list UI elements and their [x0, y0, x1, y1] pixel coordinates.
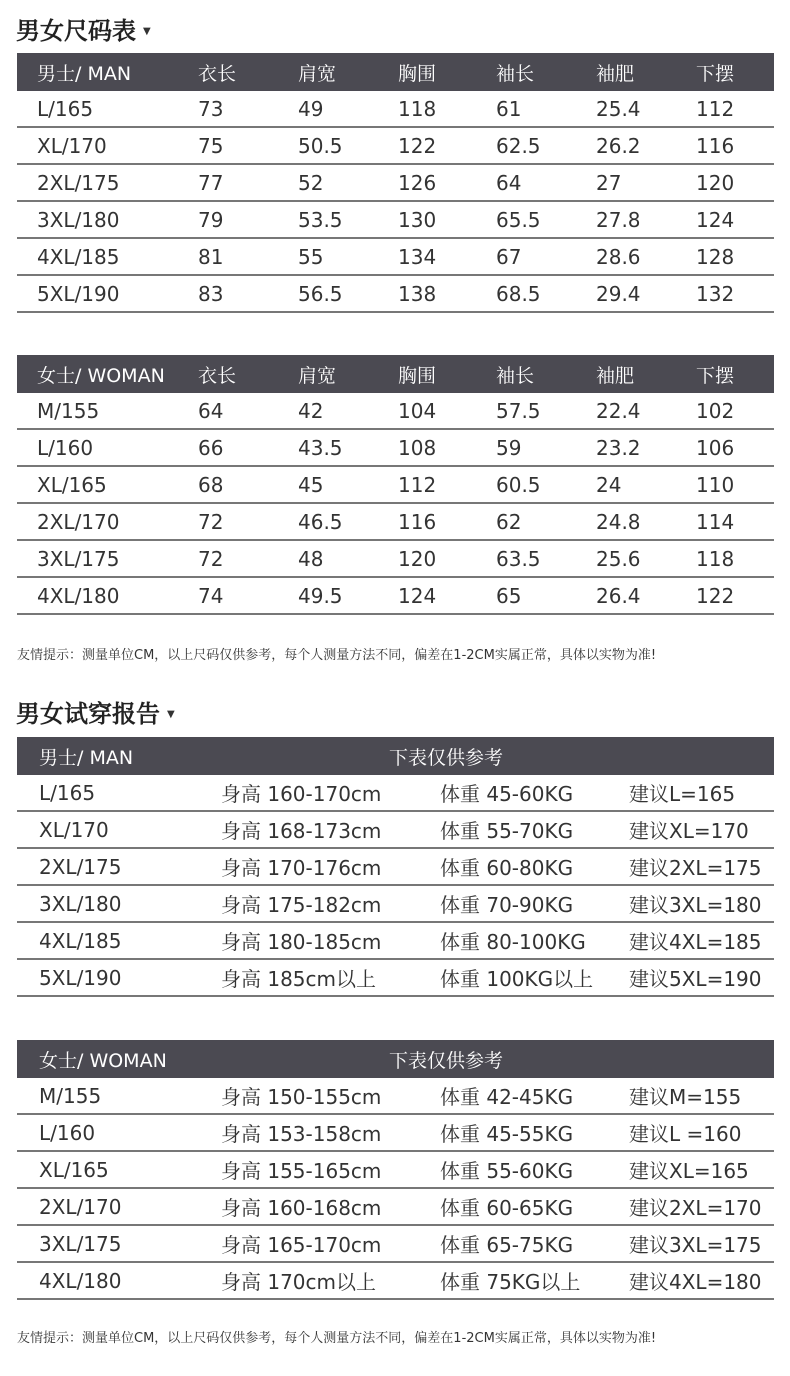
table-cell: 建议XL=165	[629, 1159, 749, 1183]
table-cell: 52	[298, 170, 324, 195]
column-header: 袖肥	[596, 364, 635, 387]
table-cell: XL/165	[39, 1157, 109, 1182]
table-cell: 120	[696, 170, 735, 195]
table-cell: 24	[596, 472, 622, 497]
column-header: 衣长	[198, 62, 237, 85]
table-cell: 26.4	[596, 583, 641, 608]
table-cell: 72	[198, 546, 224, 571]
table-cell: 124	[398, 583, 437, 608]
table-cell: 75	[198, 133, 224, 158]
table-cell: 138	[398, 281, 437, 306]
women-fit-table-header	[17, 1040, 774, 1078]
table-cell: 50.5	[298, 133, 343, 158]
reference-label: 下表仅供参考	[389, 746, 504, 769]
table-cell: L/160	[37, 435, 94, 460]
table-row	[17, 1189, 774, 1226]
table-cell: 110	[696, 472, 735, 497]
table-cell: 身高 160-168cm	[221, 1196, 382, 1220]
table-cell: 74	[198, 583, 224, 608]
table-cell: L/165	[37, 96, 94, 121]
table-cell: 3XL/175	[37, 546, 120, 571]
table-cell: 体重 70-90KG	[440, 893, 574, 917]
table-row	[17, 812, 774, 849]
table-row	[17, 960, 774, 997]
table-row	[17, 886, 774, 923]
table-cell: 24.8	[596, 509, 641, 534]
table-cell: 身高 180-185cm	[221, 930, 382, 954]
table-cell: 130	[398, 207, 437, 232]
table-row	[17, 1115, 774, 1152]
table-cell: 27	[596, 170, 622, 195]
women-fit-table	[17, 1040, 774, 1300]
table-cell: 134	[398, 244, 437, 269]
table-cell: 3XL/180	[39, 891, 122, 916]
table-cell: 体重 65-75KG	[440, 1233, 574, 1257]
table-cell: 102	[696, 398, 735, 423]
table-cell: 83	[198, 281, 224, 306]
table-row	[17, 430, 774, 467]
table-cell: 建议L=165	[629, 782, 736, 806]
men-fit-header-label: 男士/ MAN	[39, 746, 134, 769]
table-row	[17, 393, 774, 430]
table-cell: 26.2	[596, 133, 641, 158]
table-row	[17, 923, 774, 960]
table-cell: 112	[398, 472, 437, 497]
column-header: 下摆	[696, 62, 735, 85]
table-cell: 116	[398, 509, 437, 534]
column-header: 衣长	[198, 364, 237, 387]
column-header: 胸围	[398, 364, 437, 387]
men-fit-table	[17, 737, 774, 997]
table-cell: 73	[198, 96, 224, 121]
table-cell: 79	[198, 207, 224, 232]
table-cell: 48	[298, 546, 324, 571]
reference-label: 下表仅供参考	[389, 1049, 504, 1072]
table-cell: 2XL/175	[37, 170, 120, 195]
men-size-table	[17, 53, 774, 313]
table-row	[17, 276, 774, 313]
column-header: 袖长	[496, 364, 535, 387]
table-cell: 72	[198, 509, 224, 534]
table-cell: 112	[696, 96, 735, 121]
table-cell: 67	[496, 244, 522, 269]
table-cell: 124	[696, 207, 735, 232]
table-cell: L/165	[39, 780, 96, 805]
table-cell: 身高 170cm以上	[221, 1270, 377, 1294]
table-cell: 体重 55-60KG	[440, 1159, 574, 1183]
men-size-header-label: 男士/ MAN	[37, 62, 132, 85]
table-cell: 建议4XL=180	[629, 1270, 762, 1294]
table-cell: 建议2XL=170	[629, 1196, 762, 1220]
table-cell: 104	[398, 398, 437, 423]
table-cell: 建议4XL=185	[629, 930, 762, 954]
table-cell: 28.6	[596, 244, 641, 269]
table-cell: 3XL/175	[39, 1231, 122, 1256]
table-cell: 体重 80-100KG	[440, 930, 586, 954]
table-cell: 114	[696, 509, 735, 534]
fit-report-title	[16, 696, 175, 726]
table-row	[17, 1226, 774, 1263]
table-cell: 132	[696, 281, 735, 306]
table-cell: 体重 45-60KG	[440, 782, 574, 806]
table-cell: 53.5	[298, 207, 343, 232]
women-size-table	[17, 355, 774, 615]
table-row	[17, 1152, 774, 1189]
table-cell: 126	[398, 170, 437, 195]
table-row	[17, 504, 774, 541]
table-cell: 59	[496, 435, 522, 460]
table-cell: 45	[298, 472, 324, 497]
table-cell: 63.5	[496, 546, 541, 571]
table-row	[17, 578, 774, 615]
table-cell: 62.5	[496, 133, 541, 158]
table-cell: 体重 45-55KG	[440, 1122, 574, 1146]
table-row	[17, 467, 774, 504]
table-row	[17, 1263, 774, 1300]
table-cell: 49	[298, 96, 324, 121]
table-cell: 3XL/180	[37, 207, 120, 232]
table-cell: 体重 75KG以上	[440, 1270, 581, 1294]
caret-down-icon: ▼	[167, 708, 175, 720]
table-cell: 2XL/170	[37, 509, 120, 534]
column-header: 下摆	[696, 364, 735, 387]
table-cell: 25.6	[596, 546, 641, 571]
table-row	[17, 239, 774, 276]
table-cell: 身高 155-165cm	[221, 1159, 382, 1183]
table-cell: 2XL/175	[39, 854, 122, 879]
size-chart-title-text: 男女尺码表	[16, 16, 136, 45]
table-cell: XL/170	[37, 133, 107, 158]
table-cell: 身高 160-170cm	[221, 782, 382, 806]
table-row	[17, 541, 774, 578]
table-cell: 108	[398, 435, 437, 460]
table-cell: 42	[298, 398, 324, 423]
table-cell: 身高 168-173cm	[221, 819, 382, 843]
table-cell: 建议XL=170	[629, 819, 749, 843]
caret-down-icon: ▼	[143, 25, 151, 37]
table-cell: 25.4	[596, 96, 641, 121]
table-cell: 120	[398, 546, 437, 571]
table-cell: 118	[696, 546, 735, 571]
table-cell: 4XL/185	[37, 244, 120, 269]
table-cell: 128	[696, 244, 735, 269]
men-fit-table-header	[17, 737, 774, 775]
fit-report-title-text: 男女试穿报告	[16, 699, 160, 728]
table-cell: 122	[398, 133, 437, 158]
table-cell: 65	[496, 583, 522, 608]
column-header: 胸围	[398, 62, 437, 85]
table-row	[17, 1078, 774, 1115]
table-cell: 106	[696, 435, 735, 460]
table-cell: L/160	[39, 1120, 96, 1145]
table-cell: 体重 100KG以上	[440, 967, 594, 991]
table-cell: 60.5	[496, 472, 541, 497]
table-cell: 体重 60-65KG	[440, 1196, 574, 1220]
table-cell: 81	[198, 244, 224, 269]
table-cell: 5XL/190	[39, 965, 122, 990]
table-cell: 64	[496, 170, 522, 195]
table-cell: 4XL/180	[37, 583, 120, 608]
table-cell: 29.4	[596, 281, 641, 306]
column-header: 肩宽	[298, 364, 337, 387]
table-cell: 116	[696, 133, 735, 158]
table-cell: 23.2	[596, 435, 641, 460]
table-cell: 27.8	[596, 207, 641, 232]
table-cell: XL/170	[39, 817, 109, 842]
table-cell: 身高 150-155cm	[221, 1085, 382, 1109]
column-header: 袖长	[496, 62, 535, 85]
table-cell: 体重 60-80KG	[440, 856, 574, 880]
table-cell: 身高 175-182cm	[221, 893, 382, 917]
table-cell: 49.5	[298, 583, 343, 608]
table-cell: 65.5	[496, 207, 541, 232]
table-cell: 64	[198, 398, 224, 423]
table-cell: 43.5	[298, 435, 343, 460]
table-cell: 建议L =160	[629, 1122, 742, 1146]
table-cell: M/155	[37, 398, 100, 423]
men-fit-rows	[17, 775, 774, 997]
table-row	[17, 202, 774, 239]
size-chart-note: 友情提示：测量单位CM，以上尺码仅供参考，每个人测量方法不同，偏差在1-2CM实属正常，具体以实物为准!	[17, 648, 657, 663]
table-cell: 建议3XL=175	[629, 1233, 762, 1257]
table-cell: 建议3XL=180	[629, 893, 762, 917]
women-fit-header-label: 女士/ WOMAN	[39, 1049, 167, 1072]
table-row	[17, 165, 774, 202]
table-cell: 55	[298, 244, 324, 269]
table-cell: 5XL/190	[37, 281, 120, 306]
table-cell: 77	[198, 170, 224, 195]
women-size-header-label: 女士/ WOMAN	[37, 364, 165, 387]
size-chart-title	[16, 13, 151, 43]
table-cell: 身高 153-158cm	[221, 1122, 382, 1146]
column-header: 肩宽	[298, 62, 337, 85]
women-size-rows	[17, 393, 774, 615]
table-cell: 56.5	[298, 281, 343, 306]
fit-report-note: 友情提示：测量单位CM，以上尺码仅供参考，每个人测量方法不同，偏差在1-2CM实属正常，具体以实物为准!	[17, 1331, 657, 1346]
table-cell: 122	[696, 583, 735, 608]
women-size-table-header	[17, 355, 774, 393]
table-cell: 身高 170-176cm	[221, 856, 382, 880]
table-row	[17, 775, 774, 812]
table-cell: 22.4	[596, 398, 641, 423]
table-cell: 身高 185cm以上	[221, 967, 377, 991]
table-cell: 建议M=155	[629, 1085, 742, 1109]
table-cell: 118	[398, 96, 437, 121]
table-cell: 身高 165-170cm	[221, 1233, 382, 1257]
table-cell: 68	[198, 472, 224, 497]
table-cell: XL/165	[37, 472, 107, 497]
table-cell: 4XL/185	[39, 928, 122, 953]
table-row	[17, 91, 774, 128]
table-cell: 66	[198, 435, 224, 460]
column-header: 袖肥	[596, 62, 635, 85]
table-cell: 体重 42-45KG	[440, 1085, 574, 1109]
table-row	[17, 849, 774, 886]
men-size-rows	[17, 91, 774, 313]
table-cell: 4XL/180	[39, 1268, 122, 1293]
table-cell: 体重 55-70KG	[440, 819, 574, 843]
table-row	[17, 128, 774, 165]
table-cell: 61	[496, 96, 522, 121]
men-size-table-header	[17, 53, 774, 91]
table-cell: 68.5	[496, 281, 541, 306]
table-cell: 46.5	[298, 509, 343, 534]
table-cell: 建议5XL=190	[629, 967, 762, 991]
table-cell: 建议2XL=175	[629, 856, 762, 880]
table-cell: 57.5	[496, 398, 541, 423]
table-cell: 62	[496, 509, 522, 534]
table-cell: M/155	[39, 1083, 102, 1108]
women-fit-rows	[17, 1078, 774, 1300]
table-cell: 2XL/170	[39, 1194, 122, 1219]
